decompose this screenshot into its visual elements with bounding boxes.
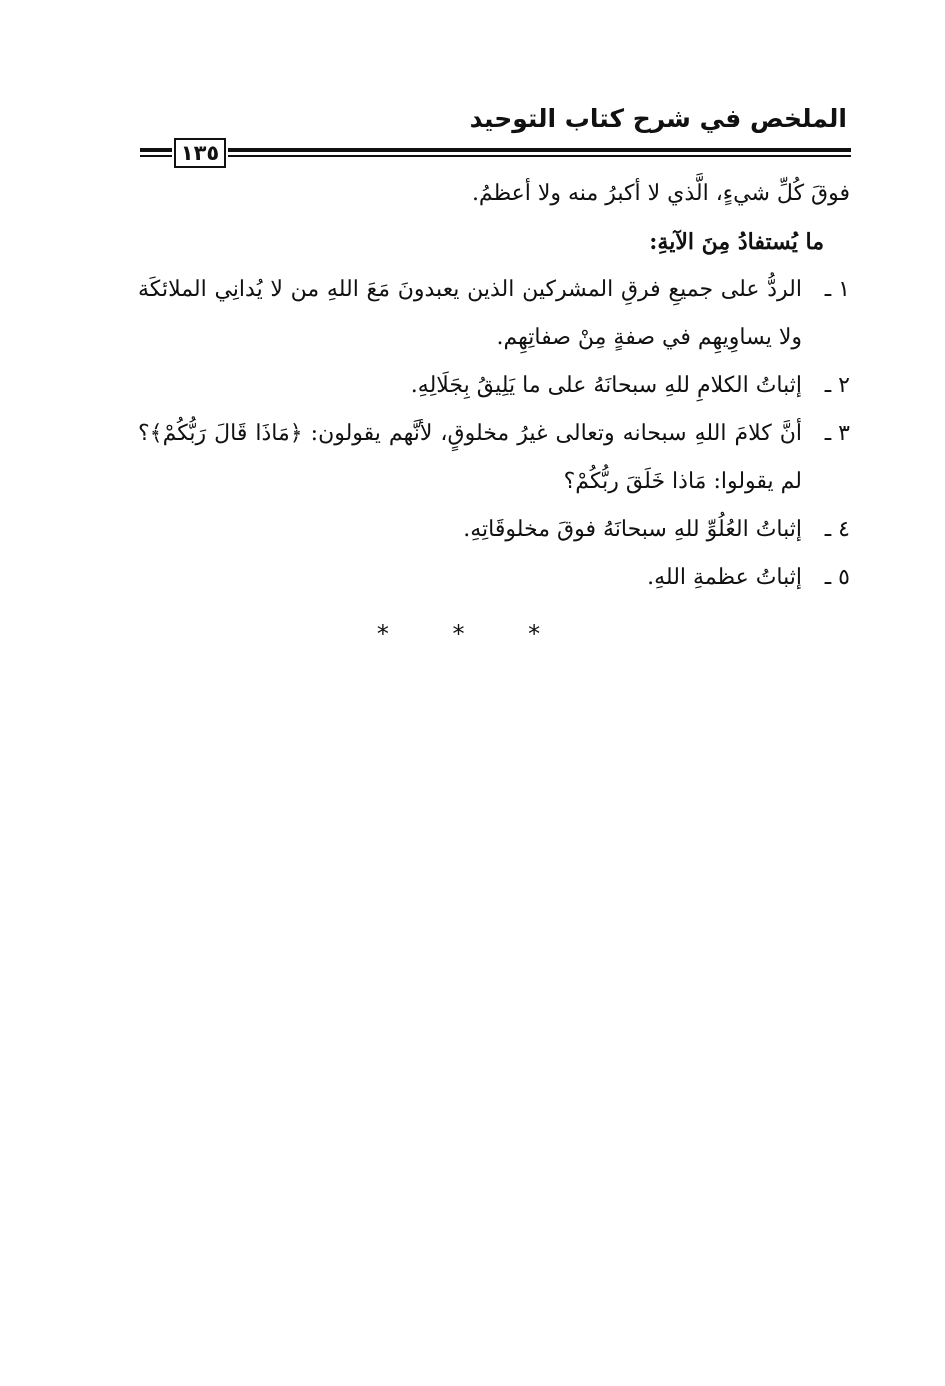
list-item-number: ٤ ـ bbox=[824, 517, 850, 542]
list-item-number: ٣ ـ bbox=[824, 421, 850, 446]
list-item-number: ٢ ـ bbox=[824, 373, 850, 398]
list-item bbox=[138, 506, 850, 554]
list-item bbox=[138, 554, 850, 602]
list-item-text: إثباتُ الكلامِ للهِ سبحانَهُ على ما يَلِيقُ بِجَلَالِهِ. bbox=[410, 373, 802, 398]
list-item-number: ١ ـ bbox=[824, 277, 850, 302]
header-rule-left-thick bbox=[140, 148, 172, 152]
section-subheading: ما يُستفادُ مِنَ الآيةِ: bbox=[649, 229, 824, 255]
list-item-text: إثباتُ العُلُوِّ للهِ سبحانَهُ فوقَ مخلوقَاتِهِ. bbox=[463, 517, 802, 542]
continuation-line: فوقَ كُلِّ شيءٍ، الَّذي لا أكبرُ منه ولا أعظمُ. bbox=[471, 181, 850, 206]
list-item bbox=[138, 362, 850, 410]
running-header-title: الملخص في شرح كتاب التوحيد bbox=[469, 104, 847, 133]
list-item bbox=[138, 410, 850, 506]
list-item bbox=[138, 266, 850, 362]
header-rule-thick bbox=[228, 148, 851, 152]
list-item-number: ٥ ـ bbox=[824, 565, 850, 590]
page-number: ١٣٥ bbox=[174, 138, 226, 168]
page-body bbox=[138, 170, 850, 602]
header-rule-left-thin bbox=[140, 155, 172, 157]
section-separator: * * * bbox=[376, 620, 569, 648]
list-item-text: الردُّ على جميعِ فرقِ المشركين الذين يعبدونَ مَعَ اللهِ من لا يُدانِي الملائكَة ولا يساوِيهِم في صفةٍ مِنْ صفاتِهِم. bbox=[138, 277, 802, 350]
list-item-text: أنَّ كلامَ اللهِ سبحانه وتعالى غيرُ مخلوقٍ، لأنَّهم يقولون: ﴿مَاذَا قَالَ رَبُّكُمْ﴾؟ لم يقولوا: مَاذا خَلَقَ ربُّكُمْ؟ bbox=[138, 421, 802, 494]
list-item-text: إثباتُ عظمةِ اللهِ. bbox=[647, 565, 802, 590]
header-rule-thin bbox=[228, 155, 851, 157]
